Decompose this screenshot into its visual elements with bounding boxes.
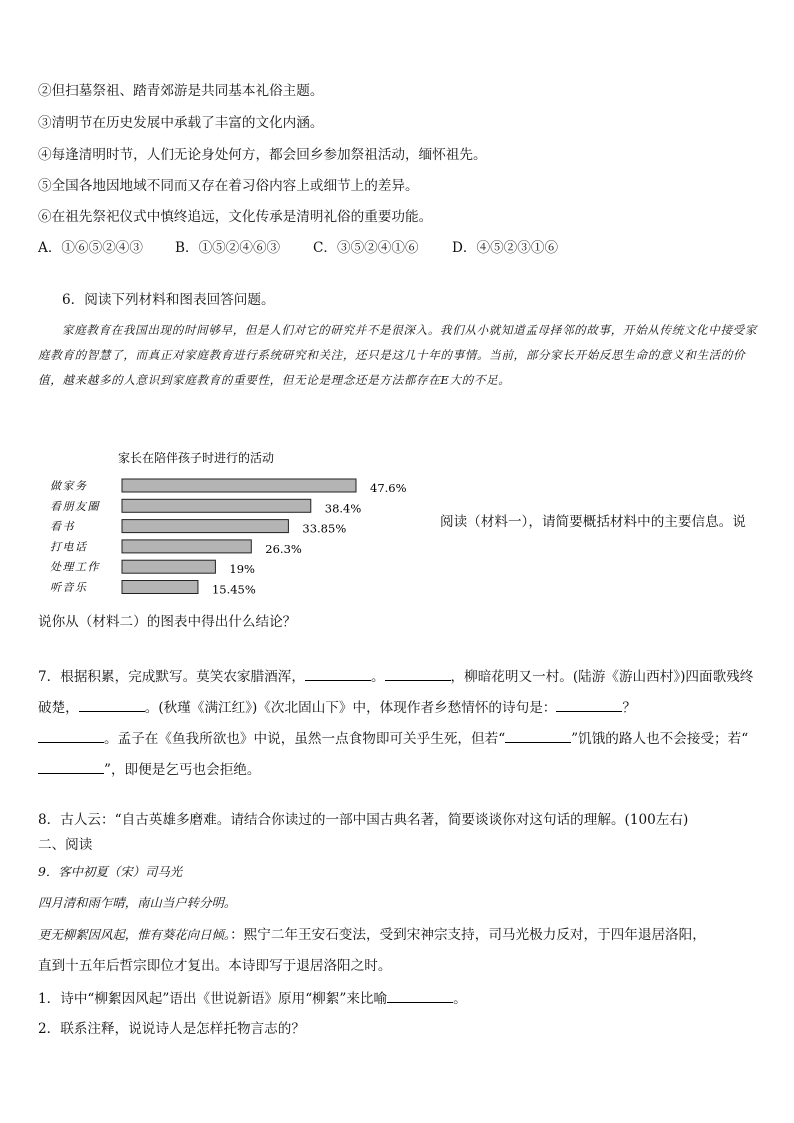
category-label: 打电话 <box>50 540 88 554</box>
q7-blank-3[interactable] <box>79 697 145 712</box>
bar <box>122 479 356 492</box>
q7-text-2: 。 <box>370 669 385 685</box>
choice-a: A．①⑥⑤②④③ <box>38 240 143 256</box>
q9-note: ：熙宁二年王安石变法，受到宋神宗支持，司马光极力反对，于四年退居洛阳， <box>230 927 706 943</box>
q9-note-continued: 直到十五年后哲宗即位才复出。本诗即写于退居洛阳之时。 <box>38 958 392 974</box>
q7-text-7: ”饥饿的路人也不会接受；若“ <box>571 731 749 747</box>
bar <box>122 581 198 594</box>
q7-blank-5[interactable] <box>38 728 104 743</box>
q9-sub1 <box>38 988 467 1009</box>
q7-text-8: ”，即便是乞丐也会拒绝。 <box>104 762 261 778</box>
q9-sub1-blank[interactable] <box>387 988 453 1003</box>
category-label: 看朋友圈 <box>50 499 100 513</box>
q7-text-3: ，柳暗花明又一村。(陆游《游山西村》)四面歌残终破楚， <box>38 669 754 716</box>
activity-bar-chart <box>38 442 407 600</box>
category-label: 听音乐 <box>50 581 88 594</box>
q7-text-4: 。(秋瑾《满江红》)《次北固山下》中，体现作者乡愁情怀的诗句是： <box>144 700 557 716</box>
value-label: 47.6% <box>370 481 407 495</box>
choice-d: D．④⑤②③①⑥ <box>452 240 559 256</box>
q9-poem-line1: 四月清和雨乍晴，南山当户转分明。 <box>38 895 237 910</box>
q9-sub1-end: 。 <box>453 991 467 1007</box>
value-label: 33.85% <box>302 521 347 536</box>
category-label: 做家务 <box>50 479 88 493</box>
chart-title: 家长在陪伴孩子时进行的活动 <box>118 451 275 465</box>
q7-fill-in <box>38 662 758 786</box>
choice-c: C．③⑤②④①⑥ <box>313 240 419 256</box>
q7-blank-2[interactable] <box>385 666 451 681</box>
q7-text-5: ？ <box>622 700 636 716</box>
q7-blank-4[interactable] <box>556 697 622 712</box>
q9-sub2: 2．联系注释，说说诗人是怎样托物言志的？ <box>38 1021 305 1037</box>
bar <box>122 520 288 533</box>
q6-title: 6．阅读下列材料和图表回答问题。 <box>62 292 275 308</box>
bar <box>122 499 311 512</box>
q7-text-6: 。孟子在《鱼我所欲也》中说，虽然一点食物即可关乎生死，但若“ <box>104 731 506 747</box>
option-line-6: ⑥在祖先祭祀仪式中慎终追远，文化传承是清明礼俗的重要功能。 <box>38 209 433 225</box>
value-label: 38.4% <box>324 501 362 516</box>
q7-blank-7[interactable] <box>38 759 104 774</box>
choice-b: B．①⑤②④⑥③ <box>175 240 281 256</box>
option-line-4: ④每逢清明时节，人们无论身处何方，都会回乡参加祭祖活动，缅怀祖先。 <box>38 147 487 163</box>
bar <box>122 560 215 573</box>
category-label: 看书 <box>50 520 75 534</box>
q8-question: 8．古人云：“自古英雄多磨难。请结合你读过的一部中国古典名著，简要谈谈你对这句话的理解。(100左右) <box>38 812 689 828</box>
value-label: 15.45% <box>211 582 256 597</box>
q9-title: 9．客中初夏（宋）司马光 <box>38 864 183 879</box>
value-label: 26.3% <box>265 541 302 556</box>
value-label: 19% <box>229 562 255 577</box>
q9-sub1-text: 1．诗中“柳絮因风起”语出《世说新语》原用“柳絮”来比喻 <box>38 991 388 1007</box>
option-line-3: ③清明节在历史发展中承载了丰富的文化内涵。 <box>38 115 324 131</box>
category-label: 处理工作 <box>50 560 100 574</box>
q6-question-part1: 阅读（材料一），请简要概括材料中的主要信息。说 <box>440 514 746 530</box>
q7-text-1: 7．根据积累，完成默写。莫笑农家腊酒浑， <box>38 669 305 685</box>
q9-poem-line2-verse: 更无柳絮因风起，惟有葵花向日倾。 <box>38 927 231 942</box>
q6-material: 家庭教育在我国出现的时间够早，但是人们对它的研究并不是很深入。我们从小就知道孟母择邻的故事，开始从传统文化中接受家庭教育的智慧了，而真正对家庭教育进行系统研究和关注，还只是这几十年的事情。当前，部分家长开始反思生命的意义和生活的价值，越来越多的人意识到家庭教育的重要性，但无论是理念还是方法都存在E大的不足。 <box>38 323 758 387</box>
option-line-2: ②但扫墓祭祖、踏青郊游是共同基本礼俗主题。 <box>38 83 324 99</box>
option-line-5: ⑤全国各地因地域不同而又存在着习俗内容上或细节上的差异。 <box>38 178 419 194</box>
bar <box>122 540 251 553</box>
q7-blank-1[interactable] <box>305 666 371 681</box>
q6-question-part2: 说你从（材料二）的图表中得出什么结论？ <box>38 614 297 630</box>
q9-poem-line2 <box>38 925 706 945</box>
section-heading-reading: 二、阅读 <box>38 837 93 853</box>
q7-blank-6[interactable] <box>505 728 571 743</box>
